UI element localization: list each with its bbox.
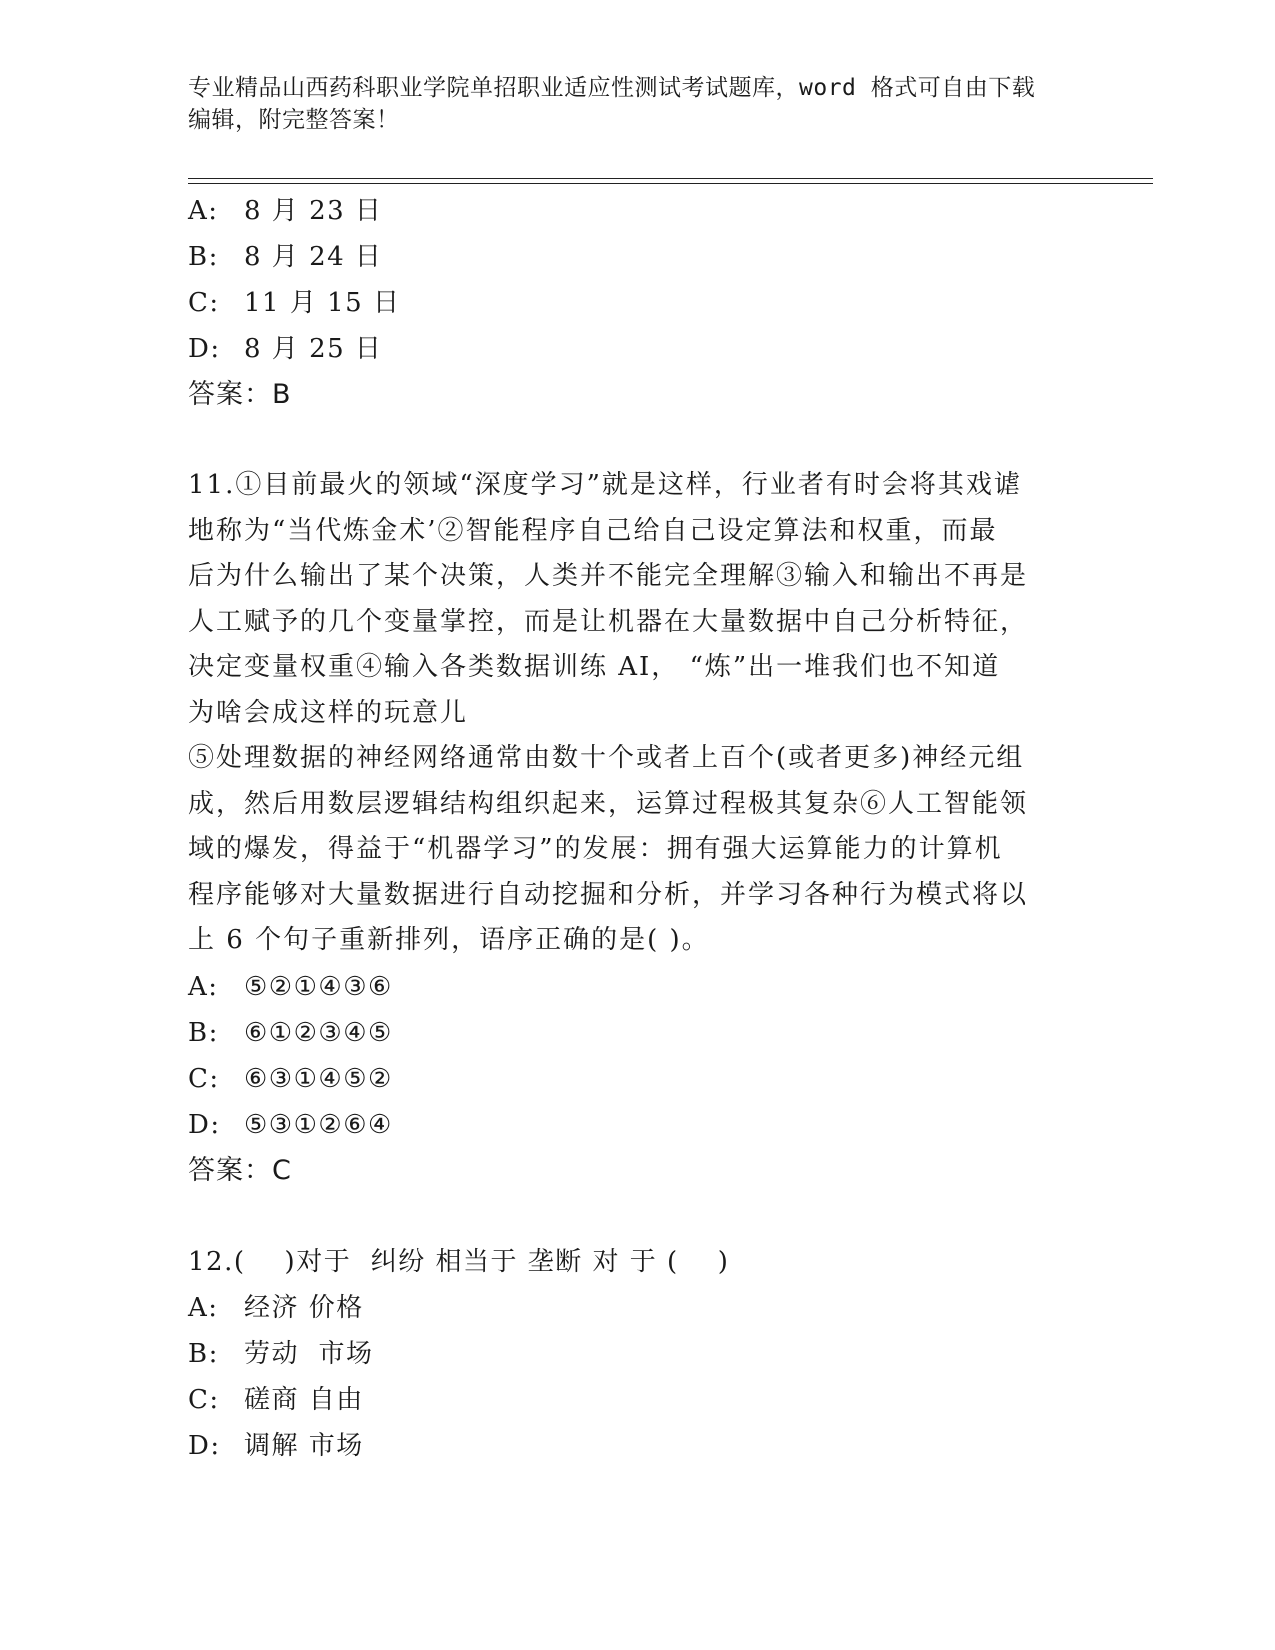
option-d: D: ⑤③①②⑥④ [188,1109,393,1140]
stem-line: ⑤处理数据的神经网络通常由数十个或者上百个(或者更多)神经元组 [188,743,1025,773]
question-12 [188,1239,1088,1469]
question-stem: 12.( )对于 纠纷 相当于 垄断 对 于 ( ) [188,1246,730,1277]
document-header [188,72,1068,136]
question-stem [188,463,1078,964]
option-d: D: 8 月 25 日 [188,334,383,364]
stem-line: 域的爆发，得益于“机器学习”的发展：拥有强大运算能力的计算机 [188,834,1003,864]
answer: 答案：C [188,1154,292,1186]
answer: 答案：B [188,379,292,410]
stem-line: 人工赋予的几个变量掌控，而是让机器在大量数据中自己分析特征， [188,606,1029,637]
question-10 [188,188,1088,418]
option-b: B: ⑥①②③④⑤ [188,1017,393,1048]
stem-line: 程序能够对大量数据进行自动挖掘和分析，并学习各种行为模式将以 [188,879,1029,910]
document-body [188,188,1088,1469]
option-b: B: 劳动 市场 [188,1338,374,1369]
option-d: D: 调解 市场 [188,1430,364,1461]
option-a: A: 8 月 23 日 [188,196,383,226]
stem-line: 为啥会成这样的玩意儿 [188,697,469,728]
stem-line: 成，然后用数层逻辑结构组织起来，运算过程极其复杂⑥人工智能领 [188,788,1029,819]
header-divider-bottom [188,183,1153,184]
option-c: C: 11 月 15 日 [188,288,401,318]
stem-line: 后为什么输出了某个决策，人类并不能完全理解③输入和输出不再是 [188,561,1029,591]
option-c: C: ⑥③①④⑤② [188,1063,393,1094]
header-divider-top [188,178,1153,179]
question-11 [188,463,1088,1194]
option-a: A: ⑤②①④③⑥ [188,971,393,1002]
option-c: C: 磋商 自由 [188,1384,364,1415]
stem-line: 地称为“当代炼金术’②智能程序自己给自己设定算法和权重，而最 [188,515,998,546]
header-line-1: 专业精品山西药科职业学院单招职业适应性测试考试题库，word 格式可自由下载 [188,75,1036,101]
spacer [188,418,1088,463]
header-line-2: 编辑，附完整答案！ [188,107,400,133]
stem-line: 上 6 个句子重新排列，语序正确的是( )。 [188,925,710,955]
spacer [188,1194,1088,1239]
option-a: A: 经济 价格 [188,1292,364,1323]
stem-line: 决定变量权重④输入各类数据训练 AI， “炼”出一堆我们也不知道 [188,652,1001,682]
option-b: B: 8 月 24 日 [188,242,383,272]
stem-line: 11.①目前最火的领域“深度学习”就是这样，行业者有时会将其戏谑 [188,470,1022,500]
